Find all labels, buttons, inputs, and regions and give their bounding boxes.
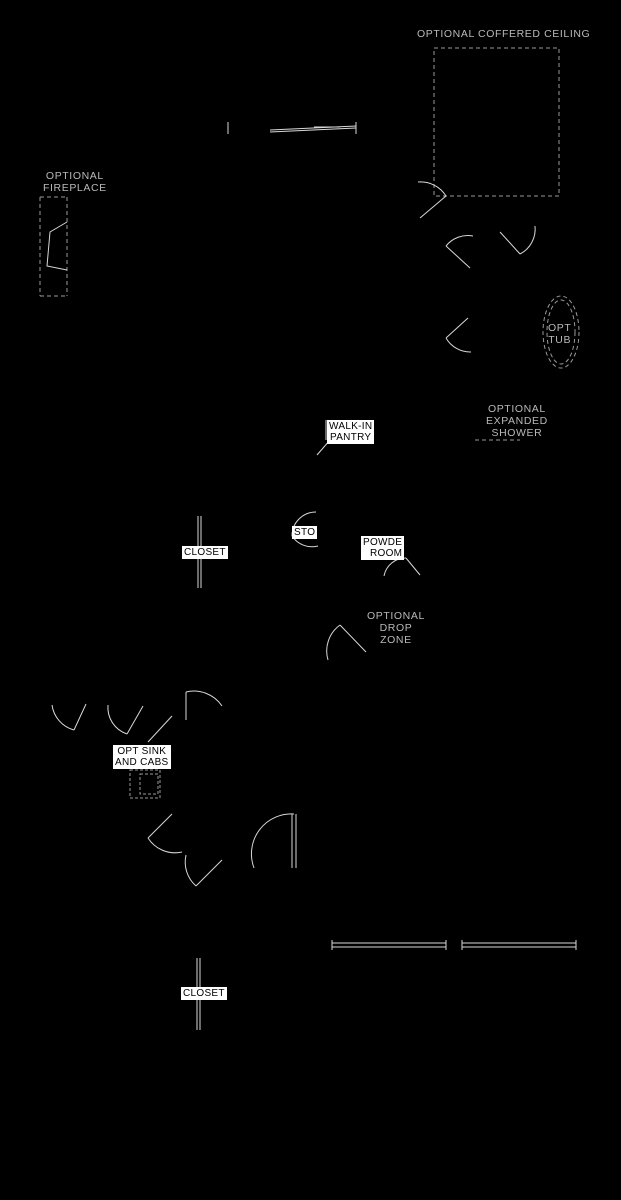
powder-tag-line-1: POWDE (363, 537, 403, 548)
coffered-ceiling-outline (434, 48, 559, 196)
fireplace-label-line-2: FIREPLACE (43, 182, 107, 194)
opt-sink-line-1: OPT SINK (117, 746, 167, 757)
slider-door-left (332, 940, 446, 950)
door-swing-9 (185, 855, 222, 886)
drop-zone-line-2: DROP (379, 622, 413, 634)
expanded-shower-line-1: OPTIONAL (487, 403, 546, 415)
slider-door-right (462, 940, 576, 950)
opt-tub-label (548, 322, 571, 346)
door-swing-8 (148, 814, 182, 853)
door-swing-1 (418, 182, 446, 218)
opt-tub-label-line-2: TUB (548, 334, 572, 346)
expanded-shower-line-2: EXPANDED (486, 415, 548, 427)
door-swing-4 (446, 318, 471, 352)
pantry-tag-line-2: PANTRY (329, 432, 372, 443)
fireplace-outline (40, 197, 67, 296)
powder-room-tag (361, 536, 404, 560)
door-swing-3 (500, 226, 535, 254)
coffered-ceiling-label: OPTIONAL COFFERED CEILING (417, 28, 591, 40)
powder-door (384, 558, 420, 576)
pantry-tag-line-1: WALK-IN (329, 421, 373, 432)
door-swing-7 (148, 691, 222, 742)
door-swing-5 (52, 704, 86, 730)
drop-zone-label (367, 610, 425, 646)
drop-zone-line-1: OPTIONAL (367, 610, 425, 622)
door-swing-6 (108, 705, 143, 734)
opt-sink-tag (113, 745, 171, 769)
opt-tub-label-line-1: OPT (548, 322, 572, 334)
door-swing-10 (251, 814, 296, 868)
fireplace-label (43, 170, 107, 194)
expanded-shower-label (486, 403, 548, 439)
drop-zone-door (327, 625, 366, 660)
opt-sink-line-2: AND CABS (115, 757, 169, 768)
closet-upper-tag: CLOSET (184, 547, 226, 558)
door-swing-2 (446, 236, 473, 268)
walk-in-pantry-tag (327, 420, 374, 444)
fireplace-hearth (47, 222, 67, 270)
closet-lower-tag: CLOSET (183, 988, 225, 999)
top-window-lines (228, 122, 356, 134)
drop-zone-line-3: ZONE (380, 634, 412, 646)
storage-tag: STO (294, 527, 316, 538)
fireplace-label-line-1: OPTIONAL (45, 170, 104, 182)
powder-tag-line-2: ROOM (369, 548, 403, 559)
expanded-shower-line-3: SHOWER (491, 427, 543, 439)
